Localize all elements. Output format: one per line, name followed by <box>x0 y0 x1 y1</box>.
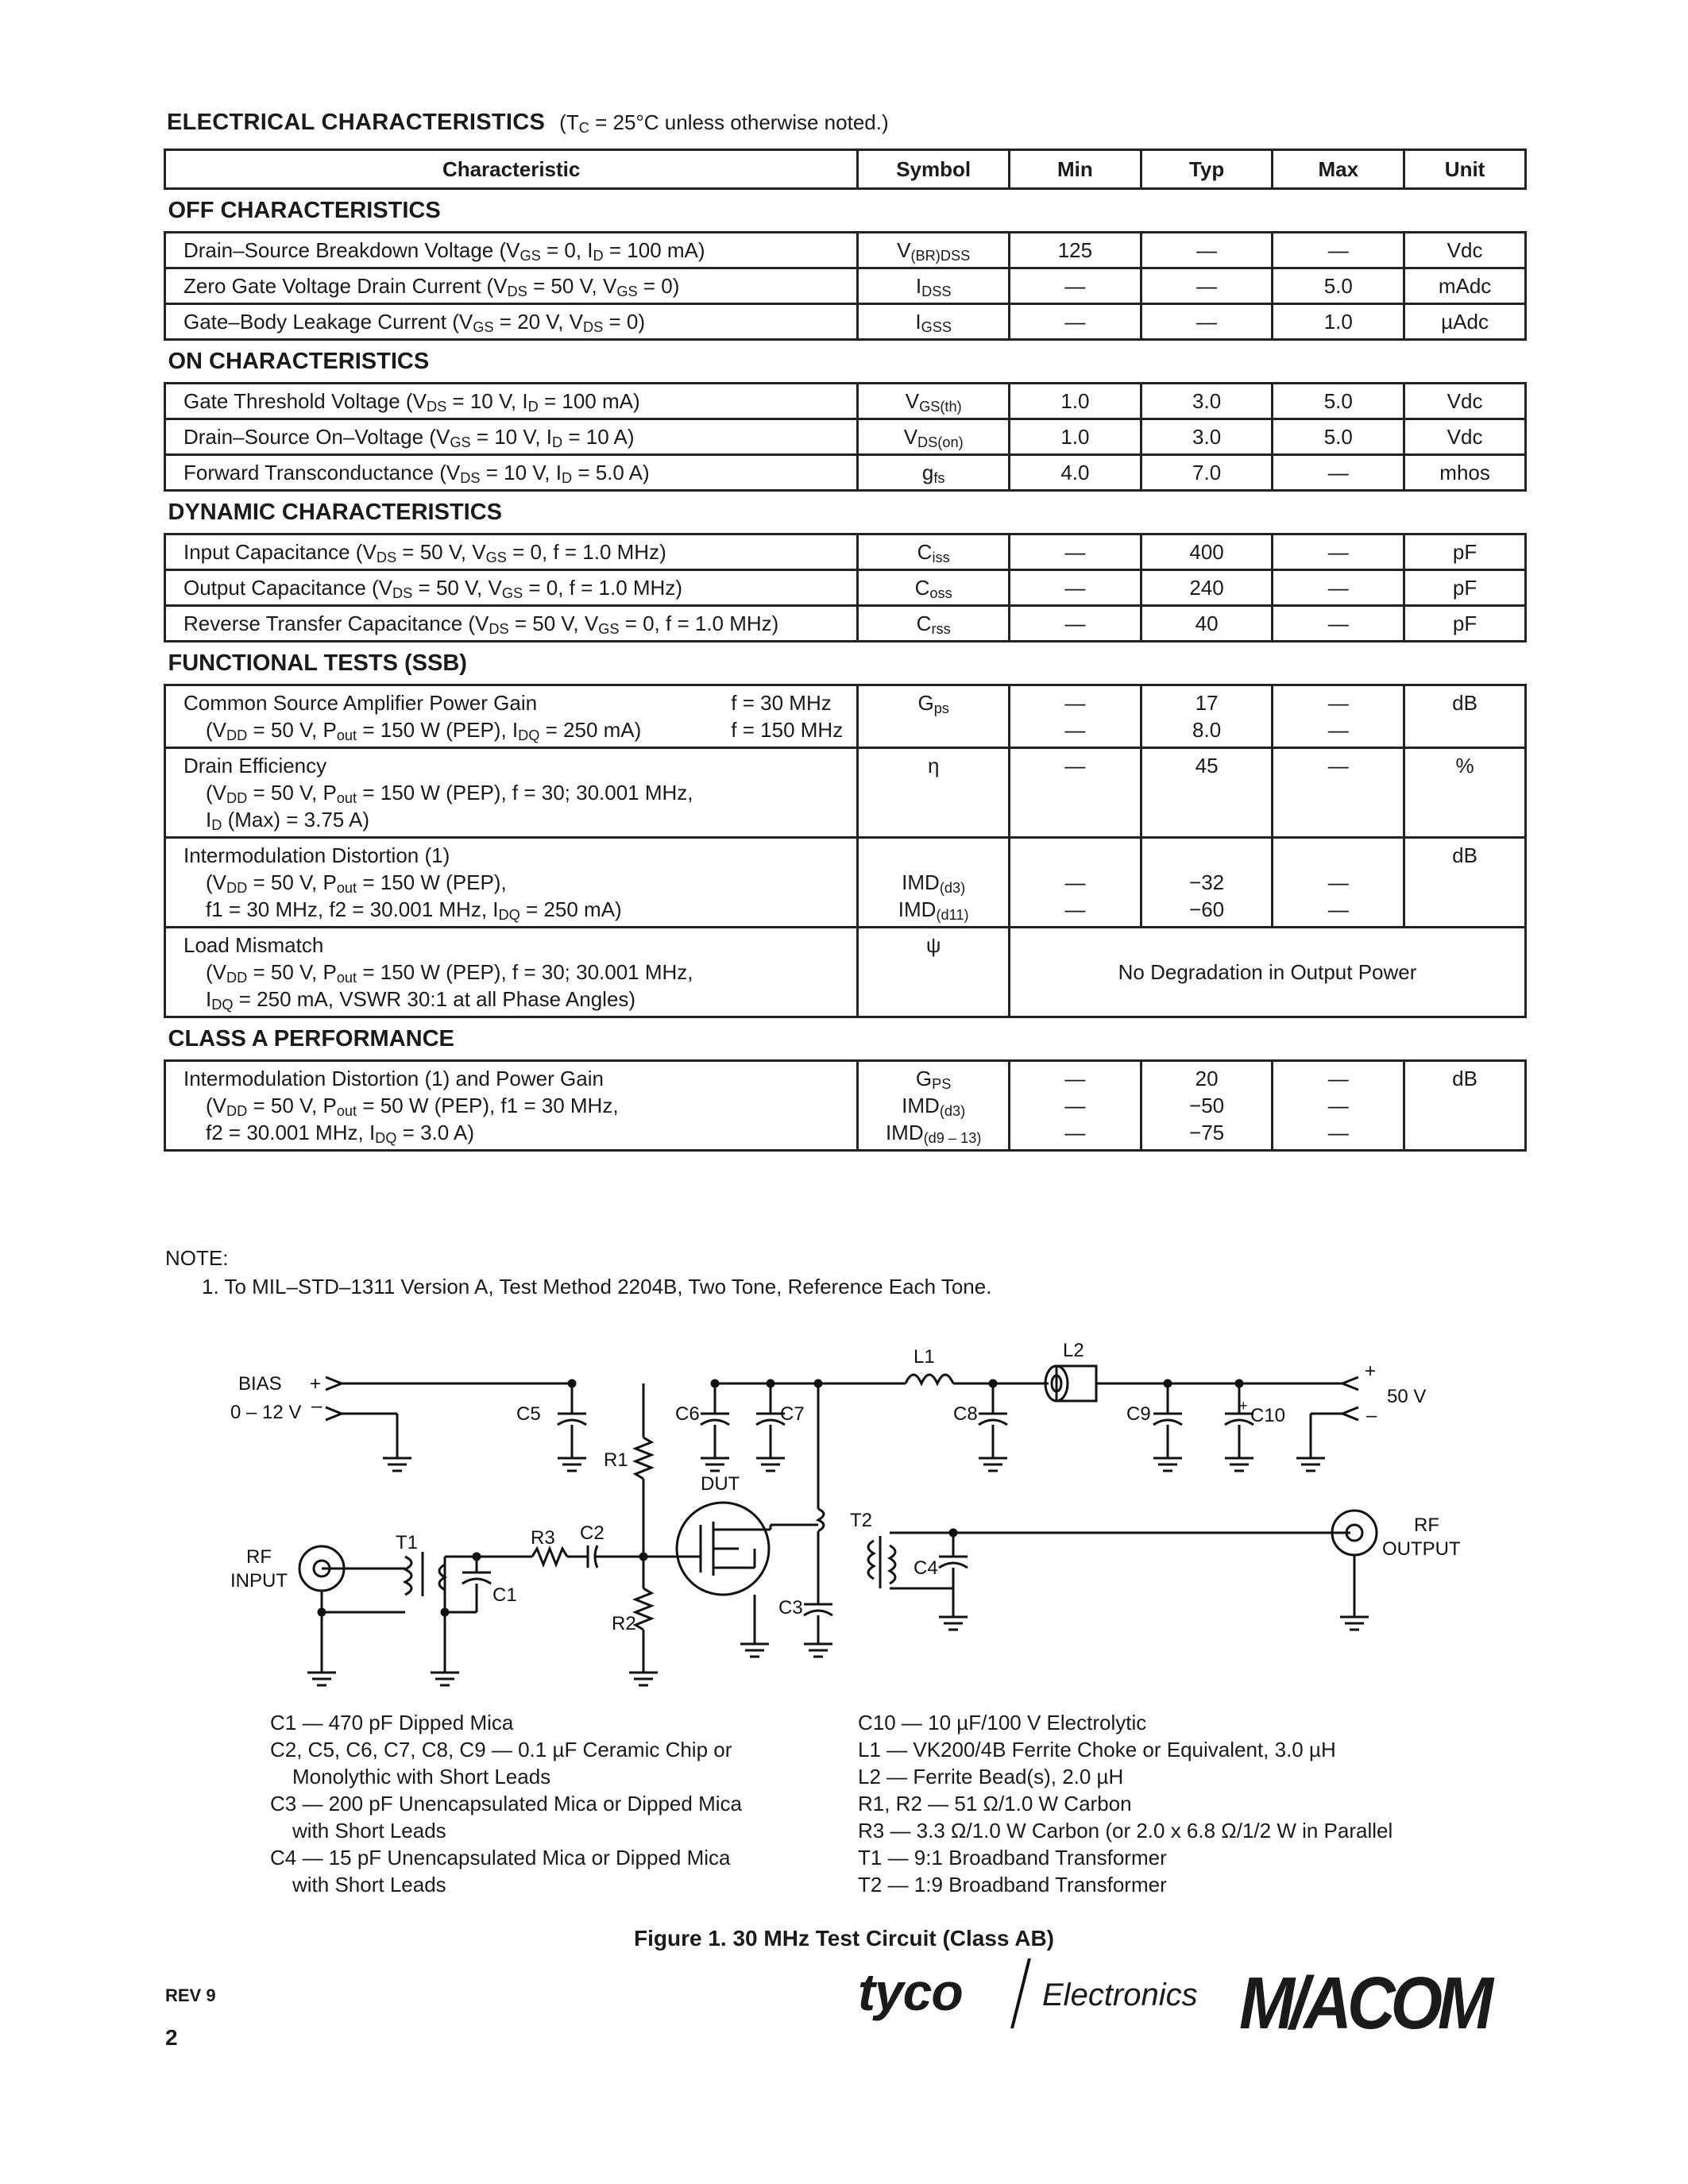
heading-condition: ($T_C = 25^\circ C$ unless otherwise noted.) <box>559 110 889 136</box>
svg-text:+: + <box>310 1373 322 1395</box>
svg-text:C6: C6 <box>675 1403 700 1425</box>
label-supply: 50 V <box>1387 1386 1427 1407</box>
table-row: Drain–Source On–Voltage ($V_{GS} = 10$ V, $I_D = 10$ A) $V_{DS(on)}$ 1.0 3.0 5.0 Vdc <box>165 419 1526 455</box>
svg-text:R3: R3 <box>531 1527 555 1549</box>
svg-text:C5: C5 <box>516 1403 541 1425</box>
char-idss: Zero Gate Voltage Drain Current ($V_{DS} = 50$ V, $V_{GS} = 0$) <box>165 268 858 304</box>
svg-text:RF: RF <box>1414 1515 1439 1536</box>
electronics-logo-text: Electronics <box>1042 1978 1198 2012</box>
table-row: Forward Transconductance ($V_{DS} = 10$ V, $I_D = 5.0$ A) $g_{fs}$ 4.0 7.0 — mhos <box>165 455 1526 491</box>
table-row: Output Capacitance ($V_{DS} = 50$ V, $V_{GS} = 0$, f = 1.0 MHz) $C_{oss}$ — 240 — pF <box>165 570 1526 606</box>
figure-caption: Figure 1. 30 MHz Test Circuit (Class AB) <box>634 1926 1054 1951</box>
table-row: Drain Efficiency ($V_{DD} = 50$ V, $P_{out} = 150$ W (PEP), f = 30; 30.001 MHz, $I_D$ (Max) = 3.75 A) η — 45 — % <box>165 748 1526 838</box>
svg-text:C2: C2 <box>580 1522 605 1544</box>
section-on: ON CHARACTERISTICS <box>165 340 1526 384</box>
svg-text:R1: R1 <box>604 1449 628 1471</box>
table-row: Load Mismatch ($V_{DD} = 50$ V, $P_{out} = 150$ W (PEP), f = 30; 30.001 MHz, $I_{DQ} = 250$ mA, VSWR 30:1 at all Phase Angles) ψ No Degradation in Output Power <box>165 928 1526 1017</box>
svg-text:C10: C10 <box>1250 1405 1286 1426</box>
svg-text:+: + <box>1365 1360 1377 1382</box>
svg-text:+: + <box>1239 1398 1248 1414</box>
svg-text:L2: L2 <box>1063 1340 1084 1361</box>
macom-logo: M/ACOM <box>1239 1962 1489 2044</box>
tyco-logo: tyco <box>858 1962 963 2021</box>
col-typ: Typ <box>1141 150 1273 189</box>
table-row: Drain–Source Breakdown Voltage ($V_{GS} = 0$, $I_D = 100$ mA) $V_{(BR)DSS}$ 125 — — Vdc <box>165 233 1526 268</box>
table-row: Input Capacitance ($V_{DS} = 50$ V, $V_{GS} = 0$, f = 1.0 MHz) $C_{iss}$ — 400 — pF <box>165 534 1526 570</box>
table-row: Intermodulation Distortion (1) and Power Gain ($V_{DD} = 50$ V, $P_{out} = 50$ W (PEP), f1 = 30 MHz, f2 = 30.001 MHz, $I_{DQ} = 3.0$ A) $G_{PS}$ $IMD_{(d3)}$ $IMD_{(d9 - 13)}$ — — — 20 −50 −75 — — — dB <box>165 1061 1526 1151</box>
svg-text:C9: C9 <box>1126 1403 1151 1425</box>
section-functional: FUNCTIONAL TESTS (SSB) <box>165 642 1526 685</box>
table-row: Gate Threshold Voltage ($V_{DS} = 10$ V, $I_D = 100$ mA) $V_{GS(th)}$ 1.0 3.0 5.0 Vdc <box>165 384 1526 419</box>
table-header-row <box>165 150 1526 189</box>
svg-text:RF: RF <box>246 1546 272 1568</box>
table-row: Gate–Body Leakage Current ($V_{GS} = 20$ V, $V_{DS} = 0$) $I_{GSS}$ — — 1.0 µAdc <box>165 304 1526 340</box>
revision: REV 9 <box>165 1985 216 2005</box>
svg-text:–: – <box>1366 1405 1377 1426</box>
electrical-characteristics-table <box>164 149 1527 1152</box>
svg-text:R2: R2 <box>612 1613 636 1634</box>
col-unit: Unit <box>1404 150 1526 189</box>
svg-text:T1: T1 <box>396 1532 419 1553</box>
svg-text:–: – <box>311 1395 323 1417</box>
svg-text:L1: L1 <box>914 1346 935 1368</box>
char-igss: Gate–Body Leakage Current ($V_{GS} = 20$ V, $V_{DS} = 0$) <box>165 304 858 340</box>
parts-list-right: C10 — 10 µF/100 V Electrolytic L1 — VK200/4B Ferrite Choke or Equivalent, 3.0 µH L2 — Ferrite Bead(s), 2.0 µH R1, R2 — 51 Ω/1.0 W Carbon R3 — 3.3 Ω/1.0 W Carbon (or 2.0 x 6.8 Ω/1/2 W in Parallel T1 — 9:1 Broadband Transformer T2 — 1:9 Broadband Transformer <box>858 1711 1393 1897</box>
label-bias-voltage: 0 – 12 V <box>230 1402 302 1423</box>
heading-title: ELECTRICAL CHARACTERISTICS <box>167 110 546 135</box>
table-row: Intermodulation Distortion (1) ($V_{DD} = 50$ V, $P_{out} = 150$ W (PEP), f1 = 30 MHz, f2 = 30.001 MHz, $I_{DQ} = 250$ mA) $IMD_{(d3)}$ $IMD_{(d11)}$ — — −32 −60 — — dB <box>165 838 1526 928</box>
svg-text:C8: C8 <box>953 1403 978 1425</box>
symbol: $I_{GSS}$ <box>858 304 1010 340</box>
page-number: 2 <box>165 2025 178 2050</box>
section-dynamic: DYNAMIC CHARACTERISTICS <box>165 491 1526 534</box>
section-classa: CLASS A PERFORMANCE <box>165 1017 1526 1061</box>
col-min: Min <box>1010 150 1141 189</box>
svg-text:C4: C4 <box>914 1557 938 1579</box>
svg-text:C1: C1 <box>492 1584 517 1606</box>
label-rf-output: OUTPUT <box>1382 1538 1461 1560</box>
table-row: Zero Gate Voltage Drain Current ($V_{DS} = 50$ V, $V_{GS} = 0$) $I_{DSS}$ — — 5.0 mAdc <box>165 268 1526 304</box>
label-dut: DUT <box>701 1473 740 1495</box>
note: NOTE: 1. To MIL–STD–1311 Version A, Test Method 2204B, Two Tone, Reference Each Tone. <box>165 1246 992 1298</box>
parts-list-left: C1 — 470 pF Dipped Mica C2, C5, C6, C7, C8, C9 — 0.1 µF Ceramic Chip or Monolythic with Short Leads C3 — 200 pF Unencapsulated Mica or Dipped Mica with Short Leads C4 — 15 pF Unencapsulated Mica or Dipped Mica with Short Leads <box>270 1711 742 1897</box>
col-max: Max <box>1273 150 1404 189</box>
label-rf-input: INPUT <box>230 1570 288 1592</box>
symbol: $I_{DSS}$ <box>858 268 1010 304</box>
symbol: $V_{(BR)DSS}$ <box>858 233 1010 268</box>
label-bias: BIAS <box>238 1373 282 1395</box>
col-characteristic: Characteristic <box>165 150 858 189</box>
col-symbol: Symbol <box>858 150 1010 189</box>
section-off: OFF CHARACTERISTICS <box>165 189 1526 233</box>
table-row: Reverse Transfer Capacitance ($V_{DS} = 50$ V, $V_{GS} = 0$, f = 1.0 MHz) $C_{rss}$ — 40 — pF <box>165 606 1526 642</box>
svg-text:T2: T2 <box>850 1510 873 1531</box>
page-heading <box>167 110 889 136</box>
table-row: Common Source Amplifier Power Gain f = 30 MHz ($V_{DD} = 50$ V, $P_{out} = 150$ W (PEP), $I_{DQ} = 250$ mA) f = 150 MHz $G_{ps}$ — — 17 8.0 — — dB <box>165 685 1526 748</box>
svg-text:C3: C3 <box>778 1597 803 1619</box>
logo-divider <box>1010 1958 1031 2028</box>
char-bvdss: Drain–Source Breakdown Voltage ($V_{GS} = 0$, $I_D = 100$ mA) <box>165 233 858 268</box>
test-circuit-schematic <box>214 1318 1470 1700</box>
svg-text:C7: C7 <box>780 1403 805 1425</box>
